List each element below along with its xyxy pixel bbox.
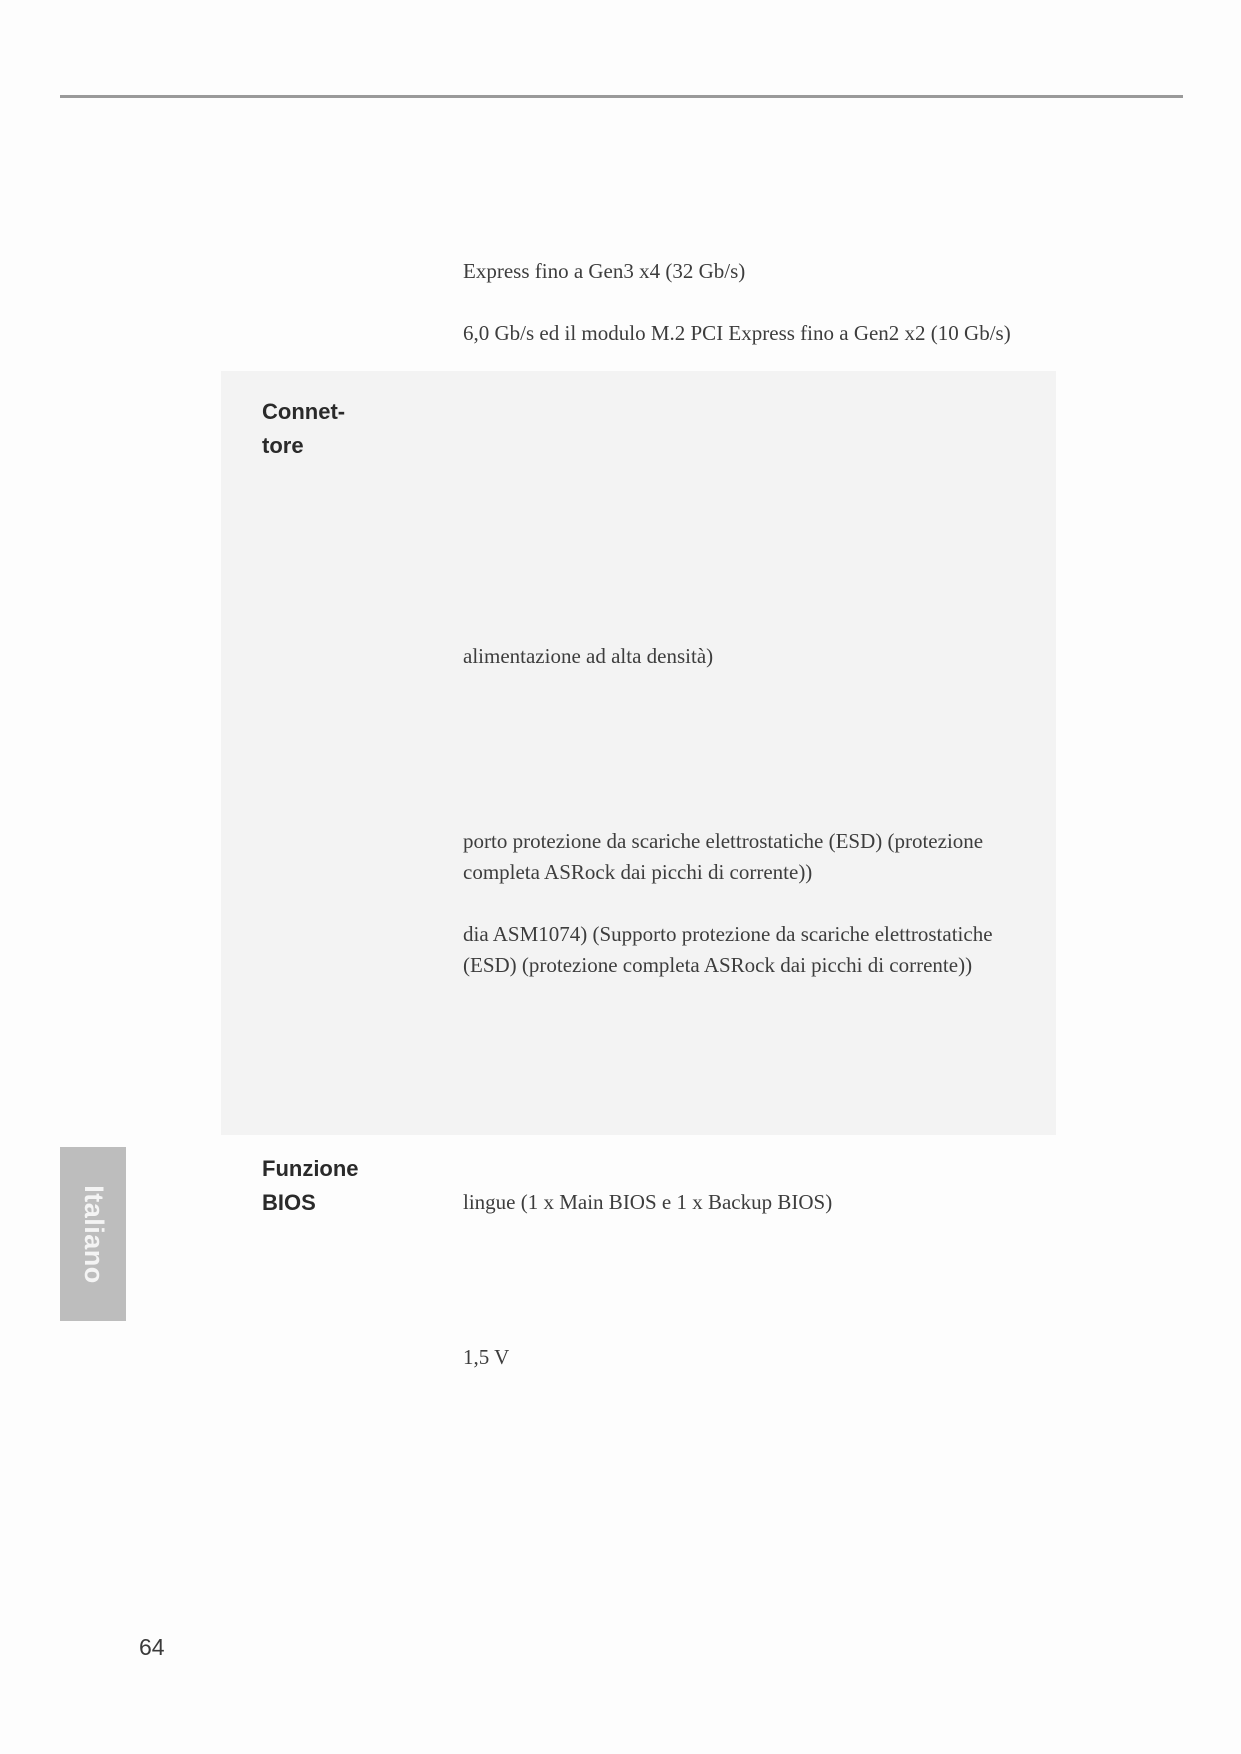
bios-line-1: lingue (1 x Main BIOS e 1 x Backup BIOS) [463,1190,833,1214]
connector-line-1: alimentazione ad alta densità) [463,644,714,668]
language-side-tab [60,1147,126,1321]
page-number: 64 [139,1634,165,1660]
bios-section-label [262,1152,422,1220]
language-tab-label: Italiano [78,1184,109,1284]
connector-label-line-2: tore [262,433,304,458]
storage-line-1: Express fino a Gen3 x4 (32 Gb/s) [463,259,746,283]
connector-section-band [221,371,1056,1135]
connector-line-3: dia ASM1074) (Supporto protezione da scariche elettrostatiche (ESD) (protezione completa ASRock dai picchi di corrente)) [463,922,993,977]
connector-label-line-1: Connet- [262,399,346,424]
connector-line-2: porto protezione da scariche elettrostatiche (ESD) (protezione completa ASRock dai picchi di corrente)) [463,829,984,884]
storage-line-2: 6,0 Gb/s ed il modulo M.2 PCI Express fino a Gen2 x2 (10 Gb/s) [463,321,1011,345]
bios-label-line-1: Funzione [262,1156,359,1181]
connector-section-label [262,395,422,463]
bios-label-line-2: BIOS [262,1190,316,1215]
header-rule [60,95,1183,98]
bios-line-2: 1,5 V [463,1345,510,1369]
